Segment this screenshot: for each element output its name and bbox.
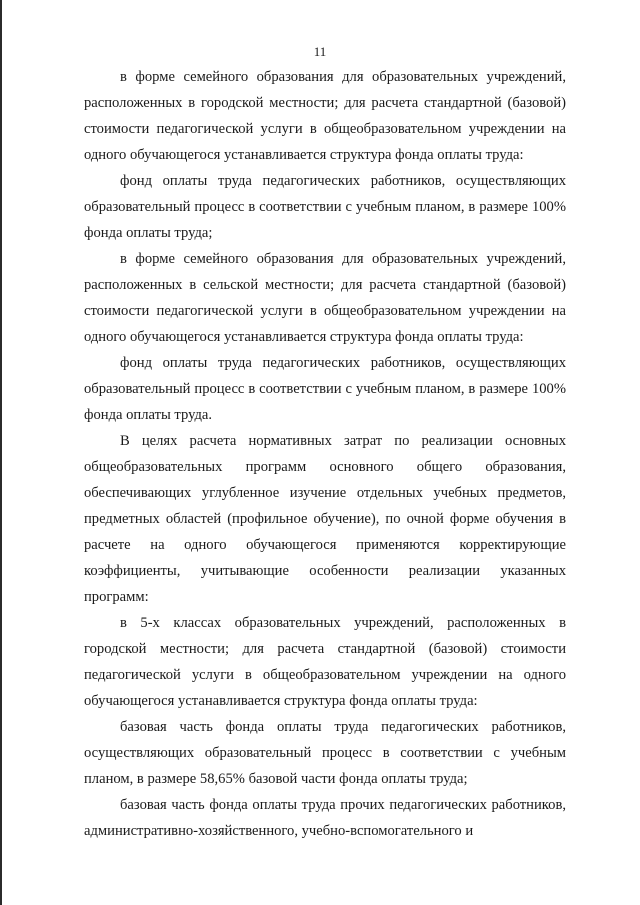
paragraph: В целях расчета нормативных затрат по реализации основных общеобразовательных программ основного общего образования, обеспечивающих углубленное изучение отдельных учебных предметов, предметных областей (профильное обучение), по очной форме обучения в расчете на одного обучающегося применяются корректирующие коэффициенты, учитывающие особенности реализации указанных программ: (84, 433, 566, 605)
paragraph: в 5-х классах образовательных учреждений, расположенных в городской местности; для расчета стандартной (базовой) стоимости педагогической услуги в общеобразовательном учреждении на одного обучающегося устанавливается структура фонда оплаты труда: (84, 615, 566, 709)
scan-edge (0, 0, 2, 905)
paragraph: в форме семейного образования для образовательных учреждений, расположенных в сельской местности; для расчета стандартной (базовой) стоимости педагогической услуги в общеобразовательном учреждении на одного обучающегося устанавливается структура фонда оплаты труда: (84, 251, 566, 345)
paragraph: базовая часть фонда оплаты труда прочих педагогических работников, административно-хозяйственного, учебно-вспомогательного и (84, 797, 566, 839)
page-number: 11 (313, 44, 327, 59)
paragraph: базовая часть фонда оплаты труда педагогических работников, осуществляющих образовательный процесс в соответствии с учебным планом, в размере 58,65% базовой части фонда оплаты труда; (84, 719, 566, 787)
paragraph: в форме семейного образования для образовательных учреждений, расположенных в городской местности; для расчета стандартной (базовой) стоимости педагогической услуги в общеобразовательном учреждении на одного обучающегося устанавливается структура фонда оплаты труда: (84, 69, 566, 163)
paragraph: фонд оплаты труда педагогических работников, осуществляющих образовательный процесс в соответствии с учебным планом, в размере 100% фонда оплаты труда; (84, 173, 566, 241)
paragraph: фонд оплаты труда педагогических работников, осуществляющих образовательный процесс в соответствии с учебным планом, в размере 100% фонда оплаты труда. (84, 355, 566, 423)
document-body (84, 64, 566, 844)
